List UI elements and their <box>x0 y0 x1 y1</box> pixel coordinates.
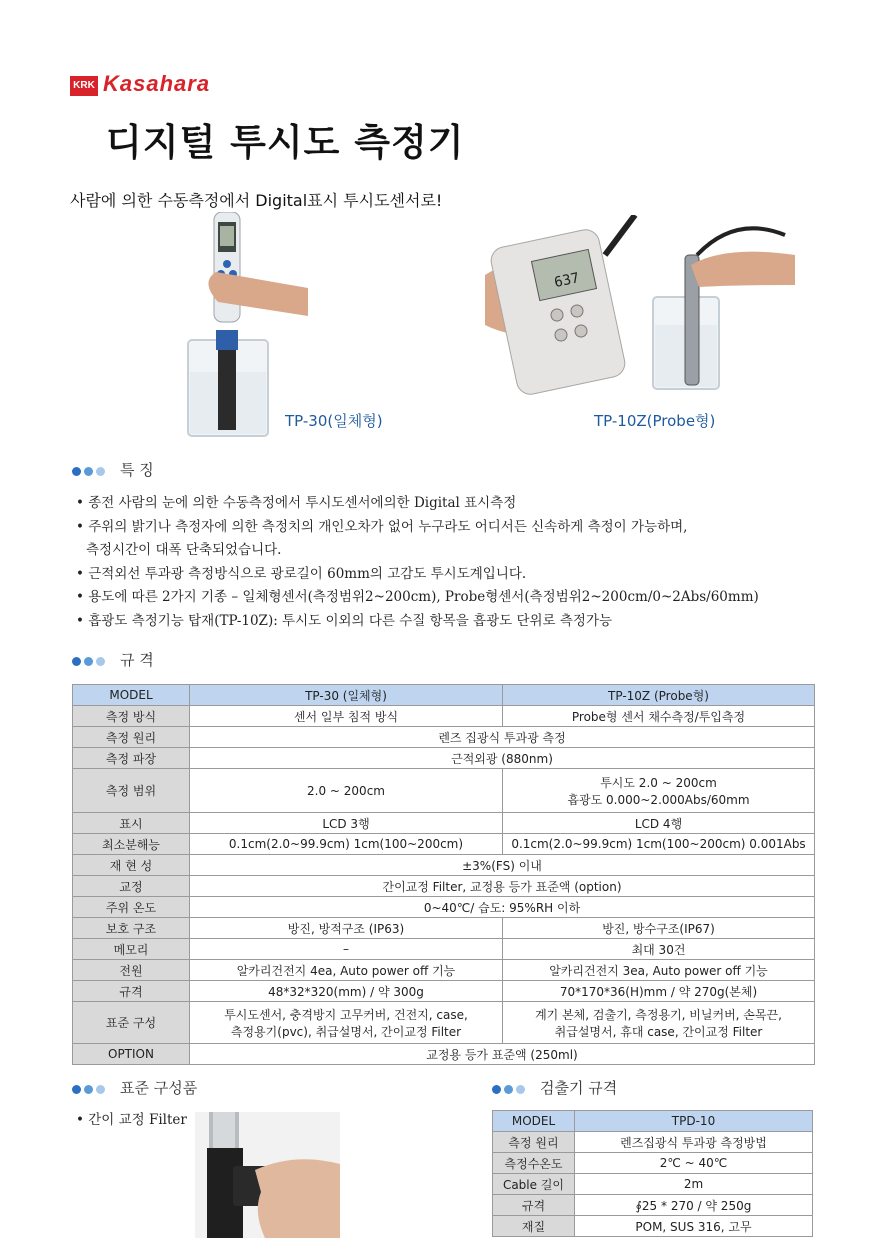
tp30-product-photo <box>180 212 310 440</box>
features-heading: 특 징 <box>72 459 154 480</box>
tp10z-display-value: 637 <box>552 270 581 291</box>
tp10z-caption: TP-10Z(Probe형) <box>594 412 716 430</box>
spec-header-cell: TP-10Z (Probe형) <box>503 685 815 706</box>
spec-label: 전원 <box>73 960 190 981</box>
detector-header-cell: MODEL <box>493 1111 575 1132</box>
detector-row <box>493 1132 813 1153</box>
detector-cell: 2m <box>575 1174 813 1195</box>
bullet-dots-icon <box>492 1080 528 1098</box>
spec-cell: 2.0 ~ 200cm <box>190 769 503 813</box>
detector-cell: ∮25 * 270 / 약 250g <box>575 1195 813 1216</box>
spec-cell: 최대 30건 <box>503 939 815 960</box>
detector-label: Cable 길이 <box>493 1174 575 1195</box>
spec-row <box>73 769 815 813</box>
accessories-heading: 표준 구성품 <box>72 1077 197 1098</box>
spec-label: 보호 구조 <box>73 918 190 939</box>
spec-label: 표준 구성 <box>73 1002 190 1044</box>
spec-row <box>73 834 815 855</box>
detector-cell: POM, SUS 316, 고무 <box>575 1216 813 1237</box>
detector-label: 규격 <box>493 1195 575 1216</box>
feature-item: 측정시간이 대폭 단축되었습니다. <box>86 542 282 558</box>
spec-label: 메모리 <box>73 939 190 960</box>
features-list <box>76 492 759 633</box>
spec-row <box>73 748 815 769</box>
spec-cell: LCD 3행 <box>190 813 503 834</box>
spec-label: 규격 <box>73 981 190 1002</box>
tp30-caption: TP-30(일체형) <box>285 412 383 430</box>
spec-cell: 70*170*36(H)mm / 약 270g(본체) <box>503 981 815 1002</box>
page-subtitle: 사람에 의한 수동측정에서 Digital표시 투시도센서로! <box>70 191 443 210</box>
spec-cell: – <box>190 939 503 960</box>
spec-cell: 계기 본체, 검출기, 측정용기, 비닐커버, 손목끈, 취급설명서, 휴대 case, 간이교정 Filter <box>503 1002 815 1044</box>
spec-label: 측정 범위 <box>73 769 190 813</box>
detector-row <box>493 1174 813 1195</box>
detector-row <box>493 1216 813 1237</box>
spec-cell: 방진, 방적구조 (IP63) <box>190 918 503 939</box>
spec-row <box>73 1002 815 1044</box>
spec-cell: 0.1cm(2.0~99.9cm) 1cm(100~200cm) 0.001Abs <box>503 834 815 855</box>
spec-table <box>72 684 815 1065</box>
spec-cell: 알카리건전지 4ea, Auto power off 기능 <box>190 960 503 981</box>
spec-label: 표시 <box>73 813 190 834</box>
bullet-dots-icon <box>72 1080 108 1098</box>
calibration-filter-photo <box>195 1112 340 1238</box>
spec-label: 측정 파장 <box>73 748 190 769</box>
spec-cell: 투시도 2.0 ~ 200cm 흡광도 0.000~2.000Abs/60mm <box>503 769 815 813</box>
spec-cell: 간이교정 Filter, 교정용 등가 표준액 (option) <box>190 876 815 897</box>
spec-header-cell: MODEL <box>73 685 190 706</box>
tp10z-product-photo <box>485 215 795 405</box>
spec-label: 교정 <box>73 876 190 897</box>
spec-header-cell: TP-30 (일체형) <box>190 685 503 706</box>
spec-label: 측정 원리 <box>73 727 190 748</box>
detector-row <box>493 1153 813 1174</box>
spec-cell: 투시도센서, 충격방지 고무커버, 건전지, case, 측정용기(pvc), 취급설명서, 간이교정 Filter <box>190 1002 503 1044</box>
spec-cell: 0~40℃/ 습도: 95%RH 이하 <box>190 897 815 918</box>
spec-cell: Probe형 센서 채수측정/투입측정 <box>503 706 815 727</box>
spec-row <box>73 960 815 981</box>
spec-cell: 방진, 방수구조(IP67) <box>503 918 815 939</box>
spec-cell: 48*32*320(mm) / 약 300g <box>190 981 503 1002</box>
spec-row <box>73 939 815 960</box>
detector-heading: 검출기 규격 <box>492 1077 617 1098</box>
spec-label: 주위 온도 <box>73 897 190 918</box>
spec-row <box>73 981 815 1002</box>
spec-row <box>73 706 815 727</box>
detector-label: 측정수온도 <box>493 1153 575 1174</box>
feature-item: • 흡광도 측정기능 탑재(TP-10Z): 투시도 이외의 다른 수질 항목을 흡광도 단위로 측정가능 <box>76 612 613 629</box>
spec-label: 재 현 성 <box>73 855 190 876</box>
detector-header-row <box>493 1111 813 1132</box>
accessory-item: • 간이 교정 Filter <box>76 1112 187 1128</box>
spec-header-row <box>73 685 815 706</box>
spec-cell: 알카리건전지 3ea, Auto power off 기능 <box>503 960 815 981</box>
spec-cell: 센서 일부 침적 방식 <box>190 706 503 727</box>
feature-item: • 주위의 밝기나 측정자에 의한 측정치의 개인오차가 없어 누구라도 어디서든 신속하게 측정이 가능하며, <box>76 518 688 535</box>
spec-label: 측정 방식 <box>73 706 190 727</box>
spec-cell: LCD 4행 <box>503 813 815 834</box>
spec-cell: ±3%(FS) 이내 <box>190 855 815 876</box>
bullet-dots-icon <box>72 462 108 480</box>
spec-row <box>73 918 815 939</box>
spec-row <box>73 727 815 748</box>
krk-logo: KRK <box>70 76 98 96</box>
feature-item: • 종전 사람의 눈에 의한 수동측정에서 투시도센서에의한 Digital 표시측정 <box>76 495 517 511</box>
spec-row <box>73 897 815 918</box>
spec-cell: 교정용 등가 표준액 (250ml) <box>190 1044 815 1065</box>
detector-table <box>492 1110 813 1237</box>
feature-item: • 용도에 따른 2가지 기종 – 일체형센서(측정범위2~200cm), Probe형센서(측정범위2~200cm/0~2Abs/60mm) <box>76 589 759 605</box>
bullet-dots-icon <box>72 652 108 670</box>
spec-cell: 렌즈 집광식 투과광 측정 <box>190 727 815 748</box>
spec-row <box>73 876 815 897</box>
spec-cell: 0.1cm(2.0~99.9cm) 1cm(100~200cm) <box>190 834 503 855</box>
feature-item: • 근적외선 투과광 측정방식으로 광로길이 60mm의 고감도 투시도계입니다. <box>76 565 527 582</box>
page-title: 디지털 투시도 측정기 <box>106 121 465 164</box>
detector-header-cell: TPD-10 <box>575 1111 813 1132</box>
detector-row <box>493 1195 813 1216</box>
spec-label: 최소분해능 <box>73 834 190 855</box>
spec-cell: 근적외광 (880nm) <box>190 748 815 769</box>
detector-label: 측정 원리 <box>493 1132 575 1153</box>
detector-cell: 렌즈집광식 투과광 측정방법 <box>575 1132 813 1153</box>
spec-row <box>73 813 815 834</box>
spec-label: OPTION <box>73 1044 190 1065</box>
spec-heading: 규 격 <box>72 649 154 670</box>
detector-cell: 2℃ ~ 40℃ <box>575 1153 813 1174</box>
spec-row <box>73 1044 815 1065</box>
spec-row <box>73 855 815 876</box>
kasahara-logo: Kasahara <box>103 71 211 96</box>
detector-label: 재질 <box>493 1216 575 1237</box>
